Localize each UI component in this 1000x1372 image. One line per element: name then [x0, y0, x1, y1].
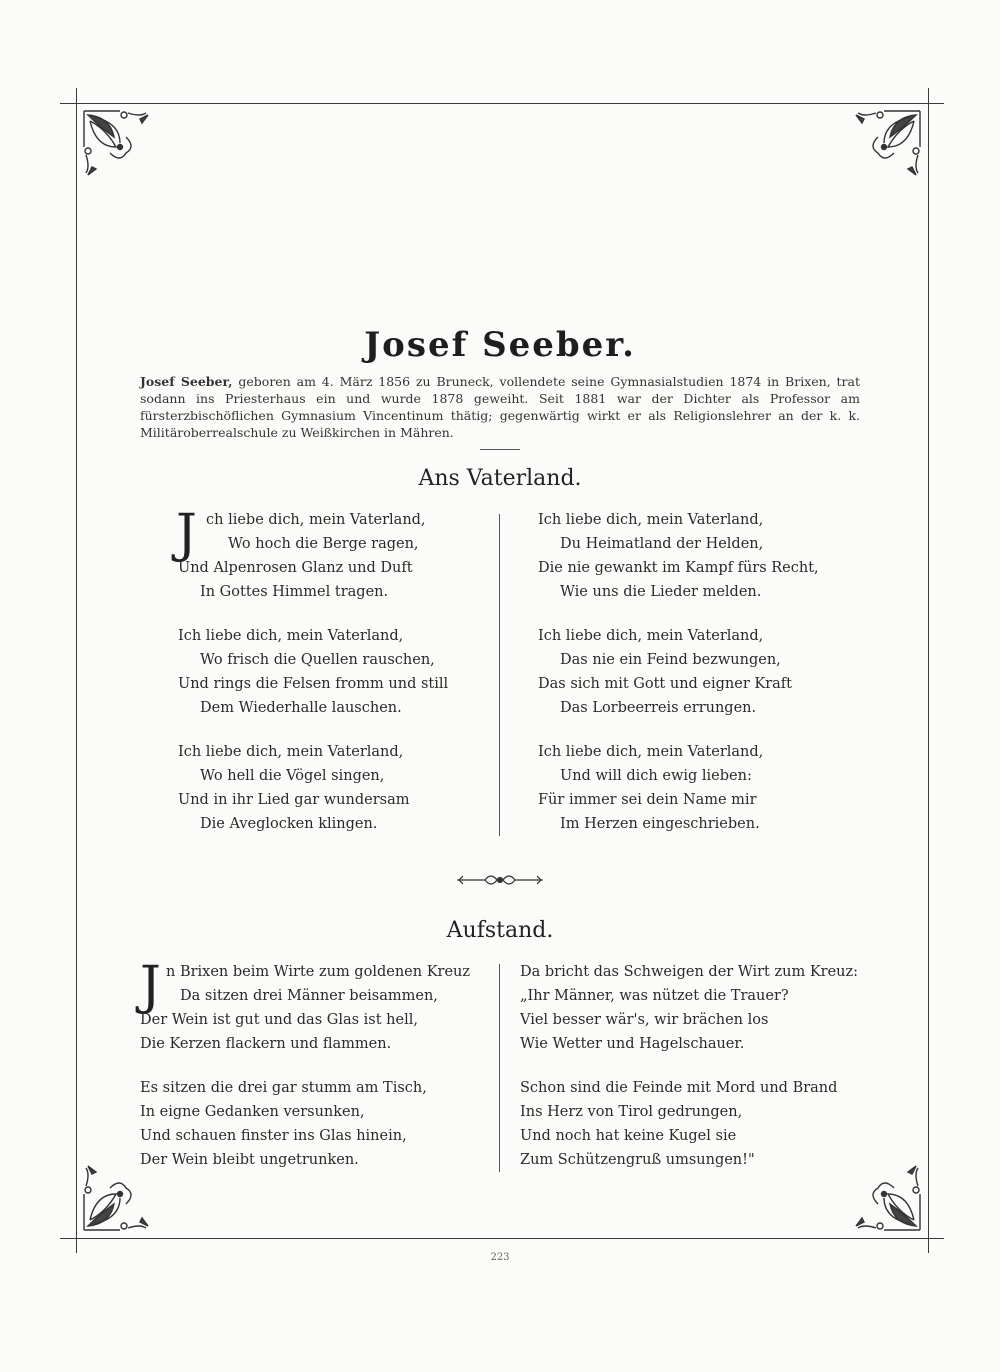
poem-title-ans-vaterland: Ans Vaterland.	[418, 466, 582, 491]
poem2-left-stanza: n Brixen beim Wirte zum goldenen Kreuz Da sitzen drei Männer beisammen, Der Wein ist gut und das Glas ist hell, Die Kerzen flackern und flammen.	[140, 964, 471, 1052]
author-bio	[140, 373, 860, 441]
page-number: 223	[490, 1252, 510, 1263]
frame-right-rule	[928, 88, 929, 1253]
corner-ornament-icon	[80, 107, 170, 197]
poem2-right-stanza: Da bricht das Schweigen der Wirt zum Kreuz: „Ihr Männer, was nützet die Trauer? Viel besser wär's, wir brächen los Wie Wetter und Hagelschauer.	[520, 964, 859, 1052]
poem2-left-stanza: Es sitzen die drei gar stumm am Tisch, In eigne Gedanken versunken, Und schauen finster ins Glas hinein, Der Wein bleibt ungetrunken.	[140, 1080, 427, 1168]
poem1-left-stanza: ch liebe dich, mein Vaterland, Wo hoch die Berge ragen, Und Alpenrosen Glanz und Duft In Gottes Himmel tragen.	[178, 512, 426, 600]
poem1-right-stanza: Ich liebe dich, mein Vaterland, Du Heimatland der Helden, Die nie gewankt im Kampf fürs Recht, Wie uns die Lieder melden.	[538, 512, 819, 600]
corner-ornament-icon	[834, 1144, 924, 1234]
frame-left-rule	[76, 88, 77, 1253]
author-title: Josef Seeber.	[364, 325, 636, 365]
poem1-left-stanza: Ich liebe dich, mein Vaterland, Wo frisch die Quellen rauschen, Und rings die Felsen fromm und still Dem Wiederhalle lauschen.	[178, 628, 449, 716]
column-divider	[499, 964, 500, 1172]
poem1-left-stanza: Ich liebe dich, mein Vaterland, Wo hell die Vögel singen, Und in ihr Lied gar wundersam Die Aveglocken klingen.	[178, 744, 410, 832]
poem2-right-stanza: Schon sind die Feinde mit Mord und Brand Ins Herz von Tirol gedrungen, Und noch hat keine Kugel sie Zum Schützengruß umsungen!"	[520, 1080, 838, 1168]
column-divider	[499, 514, 500, 836]
poem1-right-stanza: Ich liebe dich, mein Vaterland, Das nie ein Feind bezwungen, Das sich mit Gott und eigner Kraft Das Lorbeerreis errungen.	[538, 628, 792, 716]
frame-bottom-rule	[60, 1238, 944, 1239]
poem-title-aufstand: Aufstand.	[446, 918, 554, 943]
section-rule	[480, 449, 520, 450]
corner-ornament-icon	[834, 107, 924, 197]
bio-text: geboren am 4. März 1856 zu Bruneck, vollendete seine Gymnasialstudien 1874 in Brixen, trat sodann ins Priesterhaus ein und wurde 1878 geweiht. Seit 1881 war der Dichter als Professor am fürsterzbischöflichen Gymnasium Vincentinum thätig; gegenwärtig wirkt er als Religionslehrer an der k. k. Militäroberrealschule zu Weißkirchen in Mähren.	[140, 374, 861, 440]
frame-top-rule	[60, 103, 944, 104]
poem1-right-stanza: Ich liebe dich, mein Vaterland, Und will dich ewig lieben: Für immer sei dein Name mir Im Herzen eingeschrieben.	[538, 744, 764, 832]
flourish-divider-icon	[455, 870, 545, 890]
dropcap: J	[140, 956, 161, 1016]
bio-name: Josef Seeber,	[140, 374, 233, 389]
dropcap: J	[176, 504, 197, 564]
